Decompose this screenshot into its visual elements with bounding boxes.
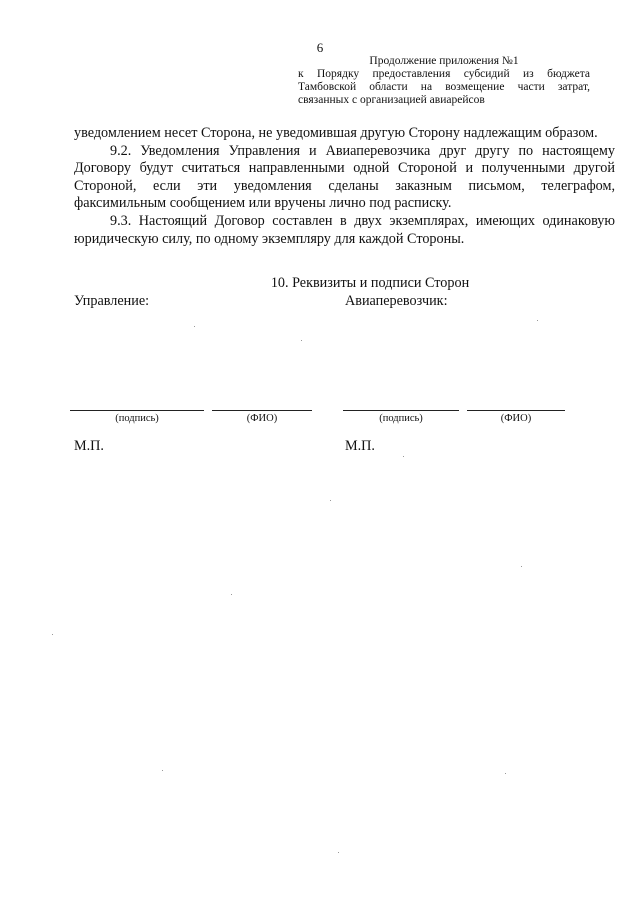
document-body xyxy=(74,125,615,248)
scan-speck xyxy=(521,566,522,567)
scan-speck xyxy=(301,340,302,341)
party-label-carrier: Авиаперевозчик: xyxy=(345,293,448,309)
annex-header xyxy=(298,55,590,107)
stamp-placeholder-carrier: М.П. xyxy=(345,438,375,454)
name-caption-carrier: (ФИО) xyxy=(500,413,532,424)
signature-line-administration xyxy=(70,410,204,411)
name-line-carrier xyxy=(467,410,565,411)
scan-speck xyxy=(162,770,163,771)
signature-caption-carrier: (подпись) xyxy=(379,413,423,424)
scan-speck xyxy=(231,594,232,595)
scan-speck xyxy=(52,634,53,635)
paragraph-continuation: уведомлением несет Сторона, не уведомившая другую Сторону надлежащим образом. xyxy=(74,125,598,141)
scan-speck xyxy=(338,852,339,853)
scan-speck xyxy=(505,773,506,774)
party-label-administration: Управление: xyxy=(74,293,150,309)
paragraph-9-2: 9.2. Уведомления Управления и Авиаперевозчика друг другу по настоящему Договору будут считаться направленными одной Стороной и полученными другой Стороной, если эти уведомления сделаны заказным письмом, телеграфом, факсимильным сообщением или вручены лично под расписку. xyxy=(74,142,615,212)
annex-header-line-1: Продолжение приложения №1 xyxy=(369,55,519,67)
name-line-administration xyxy=(212,410,312,411)
section-title: 10. Реквизиты и подписи Сторон xyxy=(270,275,470,291)
name-caption-administration: (ФИО) xyxy=(246,413,278,424)
paragraph-9-3: 9.3. Настоящий Договор составлен в двух экземплярах, имеющих одинаковую юридическую силу, по одному экземпляру для каждой Стороны. xyxy=(74,212,615,247)
annex-header-line-4: связанных с организацией авиарейсов xyxy=(298,94,485,106)
scan-speck xyxy=(330,500,331,501)
scan-speck xyxy=(194,326,195,327)
annex-header-line-2: к Порядку предоставления субсидий из бюджета xyxy=(298,68,590,80)
scan-speck xyxy=(403,456,404,457)
signature-caption-administration: (подпись) xyxy=(115,413,159,424)
annex-header-line-3: Тамбовской области на возмещение части затрат, xyxy=(298,81,590,93)
scan-speck xyxy=(537,320,538,321)
signature-line-carrier xyxy=(343,410,459,411)
stamp-placeholder-administration: М.П. xyxy=(74,438,104,454)
page-number: 6 xyxy=(316,40,324,55)
